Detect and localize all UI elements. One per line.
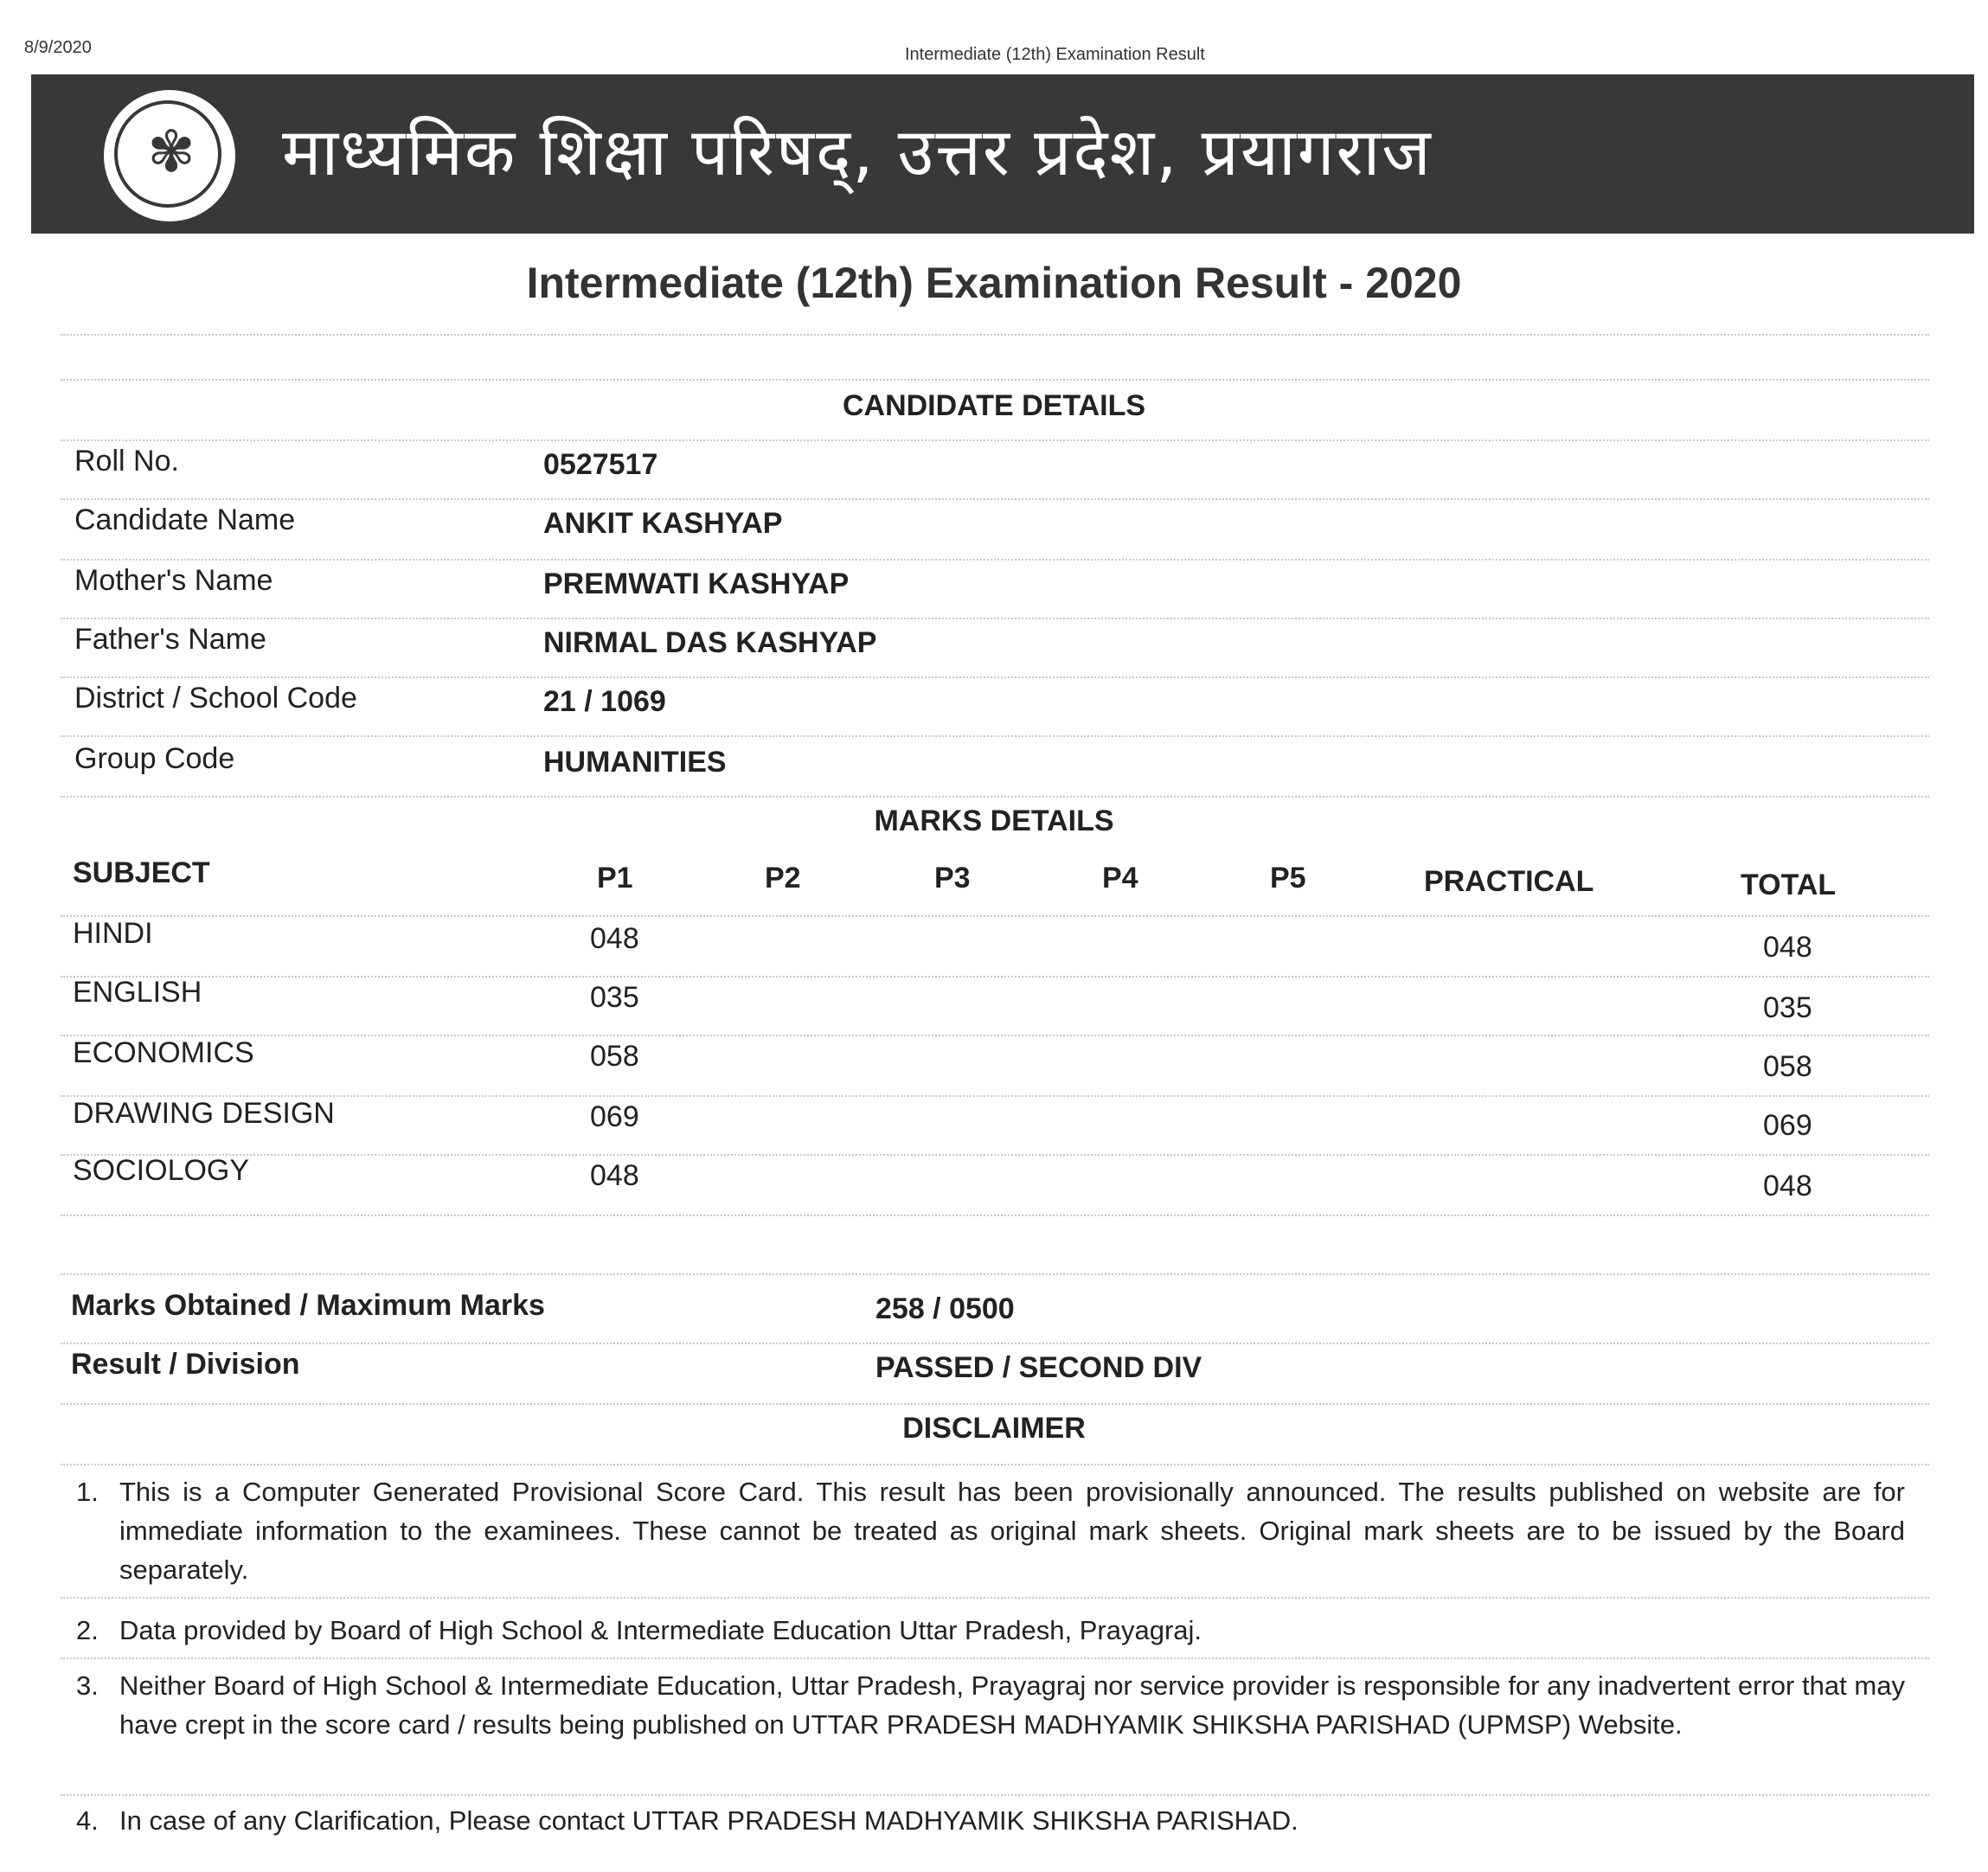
disclaimer-item [76, 1666, 1905, 1785]
divider [61, 1657, 1929, 1659]
up-emblem-icon [104, 90, 235, 221]
table-row [0, 1095, 1988, 1154]
disclaimer-number: 1. [76, 1477, 99, 1507]
disclaimer-text: In case of any Clarification, Please contact UTTAR PRADESH MADHYAMIK SHIKSHA PARISHAD. [119, 1805, 1299, 1836]
print-title: Intermediate (12th) Examination Result [905, 45, 1205, 64]
disclaimer-text: This is a Computer Generated Provisional Score Card. This result has been provisionally announced. The results published on website are for immediate information to the examinees. These cannot be treated as original mark sheets. Original mark sheets are to be issued by the Board separately. [119, 1477, 1905, 1585]
disclaimer-item [76, 1801, 1905, 1841]
divider [61, 379, 1929, 381]
marks-obtained-label: Marks Obtained / Maximum Marks [71, 1289, 545, 1322]
disclaimer-number: 2. [76, 1615, 99, 1645]
divider [61, 1597, 1929, 1599]
result-division-label: Result / Division [71, 1348, 300, 1381]
table-row [0, 1035, 1988, 1093]
candidate-details-heading: CANDIDATE DETAILS [842, 389, 1146, 422]
subject-cell: SOCIOLOGY [73, 1154, 250, 1187]
result-division-value: PASSED / SECOND DIV [875, 1351, 1202, 1384]
disclaimer-text: Data provided by Board of High School & Intermediate Education Uttar Pradesh, Prayagraj. [119, 1615, 1202, 1645]
print-date: 8/9/2020 [24, 38, 92, 57]
emblem-ring [114, 100, 221, 208]
p1-cell: 048 [590, 1159, 639, 1192]
total-cell: 069 [1763, 1109, 1812, 1142]
emblem-symbol-icon: ✾ [147, 119, 196, 183]
result-division-row [71, 1343, 1931, 1400]
subject-cell: ENGLISH [73, 976, 202, 1009]
disclaimer-text: Neither Board of High School & Intermediate Education, Uttar Pradesh, Prayagraj nor service provider is responsible for any inadvertent error that may have crept in the score card / results being published on UTTAR PRADESH MADHYAMIK SHIKSHA PARISHAD (UPMSP) Website. [119, 1670, 1905, 1740]
table-row [0, 1154, 1988, 1213]
print-header [0, 35, 1988, 69]
total-cell: 048 [1763, 1170, 1812, 1202]
detail-value: PREMWATI KASHYAP [543, 567, 850, 600]
table-row [0, 976, 1988, 1035]
col-total: TOTAL [1741, 869, 1837, 901]
col-p5: P5 [1270, 862, 1306, 894]
detail-label: Father's Name [74, 623, 266, 656]
subject-cell: HINDI [73, 917, 153, 950]
col-p4: P4 [1102, 862, 1138, 894]
col-p3: P3 [934, 862, 971, 894]
detail-row-group-code [74, 737, 1926, 796]
detail-value: NIRMAL DAS KASHYAP [543, 626, 877, 659]
detail-row-district-school-code [74, 676, 1926, 735]
col-p1: P1 [597, 862, 633, 894]
detail-label: Roll No. [74, 445, 179, 478]
subject-cell: DRAWING DESIGN [73, 1097, 335, 1130]
detail-label: Mother's Name [74, 564, 273, 597]
marks-obtained-value: 258 / 0500 [875, 1292, 1015, 1325]
exam-title: Intermediate (12th) Examination Result - 2020 [526, 259, 1462, 307]
detail-row-father-name [74, 618, 1926, 676]
detail-row-roll-no [74, 439, 1926, 498]
detail-value: 0527517 [543, 448, 658, 481]
col-subject: SUBJECT [73, 856, 210, 889]
divider [61, 334, 1929, 336]
total-cell: 058 [1763, 1050, 1812, 1083]
divider [61, 1794, 1929, 1796]
total-cell: 048 [1763, 931, 1812, 964]
detail-row-candidate-name [74, 498, 1926, 557]
total-cell: 035 [1763, 991, 1812, 1024]
divider [61, 1464, 1929, 1465]
p1-cell: 048 [590, 922, 639, 955]
divider [61, 1273, 1929, 1275]
header-banner [31, 74, 1974, 234]
board-name-hindi: माध्यमिक शिक्षा परिषद्, उत्तर प्रदेश, प्रयागराज [282, 113, 1433, 190]
col-practical: PRACTICAL [1424, 865, 1594, 898]
divider [61, 1215, 1929, 1216]
marks-table-header [0, 855, 1988, 907]
table-row [0, 917, 1988, 976]
disclaimer-item [76, 1472, 1905, 1592]
marks-obtained-row [71, 1284, 1931, 1341]
disclaimer-heading: DISCLAIMER [902, 1412, 1086, 1445]
detail-label: District / School Code [74, 682, 357, 715]
divider [61, 796, 1929, 798]
subject-cell: ECONOMICS [73, 1036, 254, 1069]
p1-cell: 069 [590, 1100, 639, 1133]
marks-details-heading: MARKS DETAILS [874, 805, 1114, 837]
p1-cell: 035 [590, 981, 639, 1014]
detail-value: HUMANITIES [543, 746, 727, 779]
detail-value: ANKIT KASHYAP [543, 507, 783, 540]
disclaimer-item [76, 1611, 1905, 1651]
detail-row-mother-name [74, 559, 1926, 618]
disclaimer-number: 3. [76, 1670, 99, 1701]
p1-cell: 058 [590, 1040, 639, 1073]
detail-value: 21 / 1069 [543, 685, 666, 718]
disclaimer-number: 4. [76, 1805, 99, 1836]
detail-label: Candidate Name [74, 503, 296, 536]
divider [61, 1403, 1929, 1405]
detail-label: Group Code [74, 742, 235, 775]
col-p2: P2 [765, 862, 801, 894]
